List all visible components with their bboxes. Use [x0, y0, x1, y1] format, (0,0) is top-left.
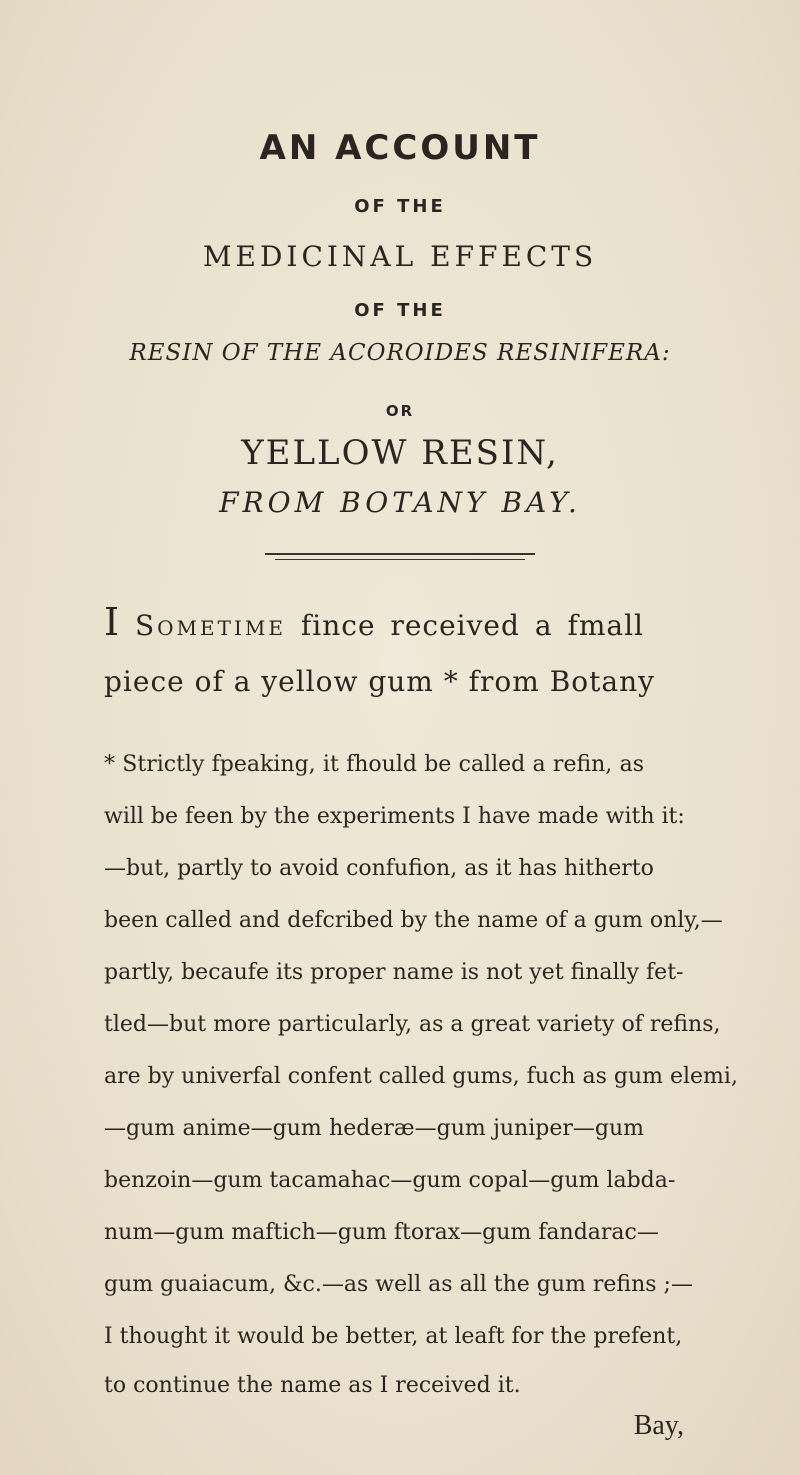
- decorative-rule-thick: [265, 553, 535, 555]
- title-an-account: AN ACCOUNT: [259, 128, 541, 168]
- footnote-line: been called and defcribed by the name of a gum only,—: [104, 908, 723, 933]
- footnote-line: * Strictly fpeaking, it fhould be called a refin, as: [104, 752, 644, 777]
- footnote-line: benzoin—gum tacamahac—gum copal—gum labda-: [104, 1168, 676, 1193]
- title-yellow-resin: YELLOW RESIN,: [241, 433, 559, 473]
- body-line-1-tail: fince received a fmall: [300, 609, 645, 642]
- title-of-the-2: OF THE: [354, 300, 446, 321]
- title-medicinal-effects: MEDICINAL EFFECTS: [202, 240, 598, 273]
- drop-cap: I: [104, 600, 121, 644]
- footnote-line: tled—but more particularly, as a great variety of refins,: [104, 1012, 721, 1037]
- footnote-line-last: to continue the name as I received it.: [104, 1373, 521, 1398]
- footnote-line: will be feen by the experiments I have made with it:: [104, 804, 685, 829]
- title-from-botany-bay: FROM BOTANY BAY.: [219, 486, 581, 519]
- footnote-line: num—gum maftich—gum ftorax—gum fandarac—: [104, 1220, 659, 1245]
- title-or: OR: [385, 402, 415, 420]
- body-smallcaps-word: Sometime: [134, 609, 286, 642]
- body-line-2: piece of a yellow gum * from Botany: [104, 665, 655, 698]
- body-line-1: [104, 600, 644, 644]
- footnote-line: I thought it would be better, at leaft for the prefent,: [104, 1324, 683, 1349]
- title-of-the-1: OF THE: [354, 196, 446, 217]
- catchword: Bay,: [633, 1410, 684, 1441]
- footnote-line: —but, partly to avoid confufion, as it has hitherto: [104, 856, 654, 881]
- footnote-line: partly, becaufe its proper name is not yet finally fet-: [104, 960, 684, 985]
- footnote-line: are by univerfal confent called gums, fuch as gum elemi,: [104, 1064, 738, 1089]
- footnote-line: gum guaiacum, &c.—as well as all the gum refins ;—: [104, 1272, 693, 1297]
- decorative-rule-thin: [275, 559, 525, 560]
- footnote-line: —gum anime—gum hederæ—gum juniper—gum: [104, 1116, 644, 1141]
- title-resin-of-acoroides: RESIN OF THE ACOROIDES RESINIFERA:: [129, 340, 671, 366]
